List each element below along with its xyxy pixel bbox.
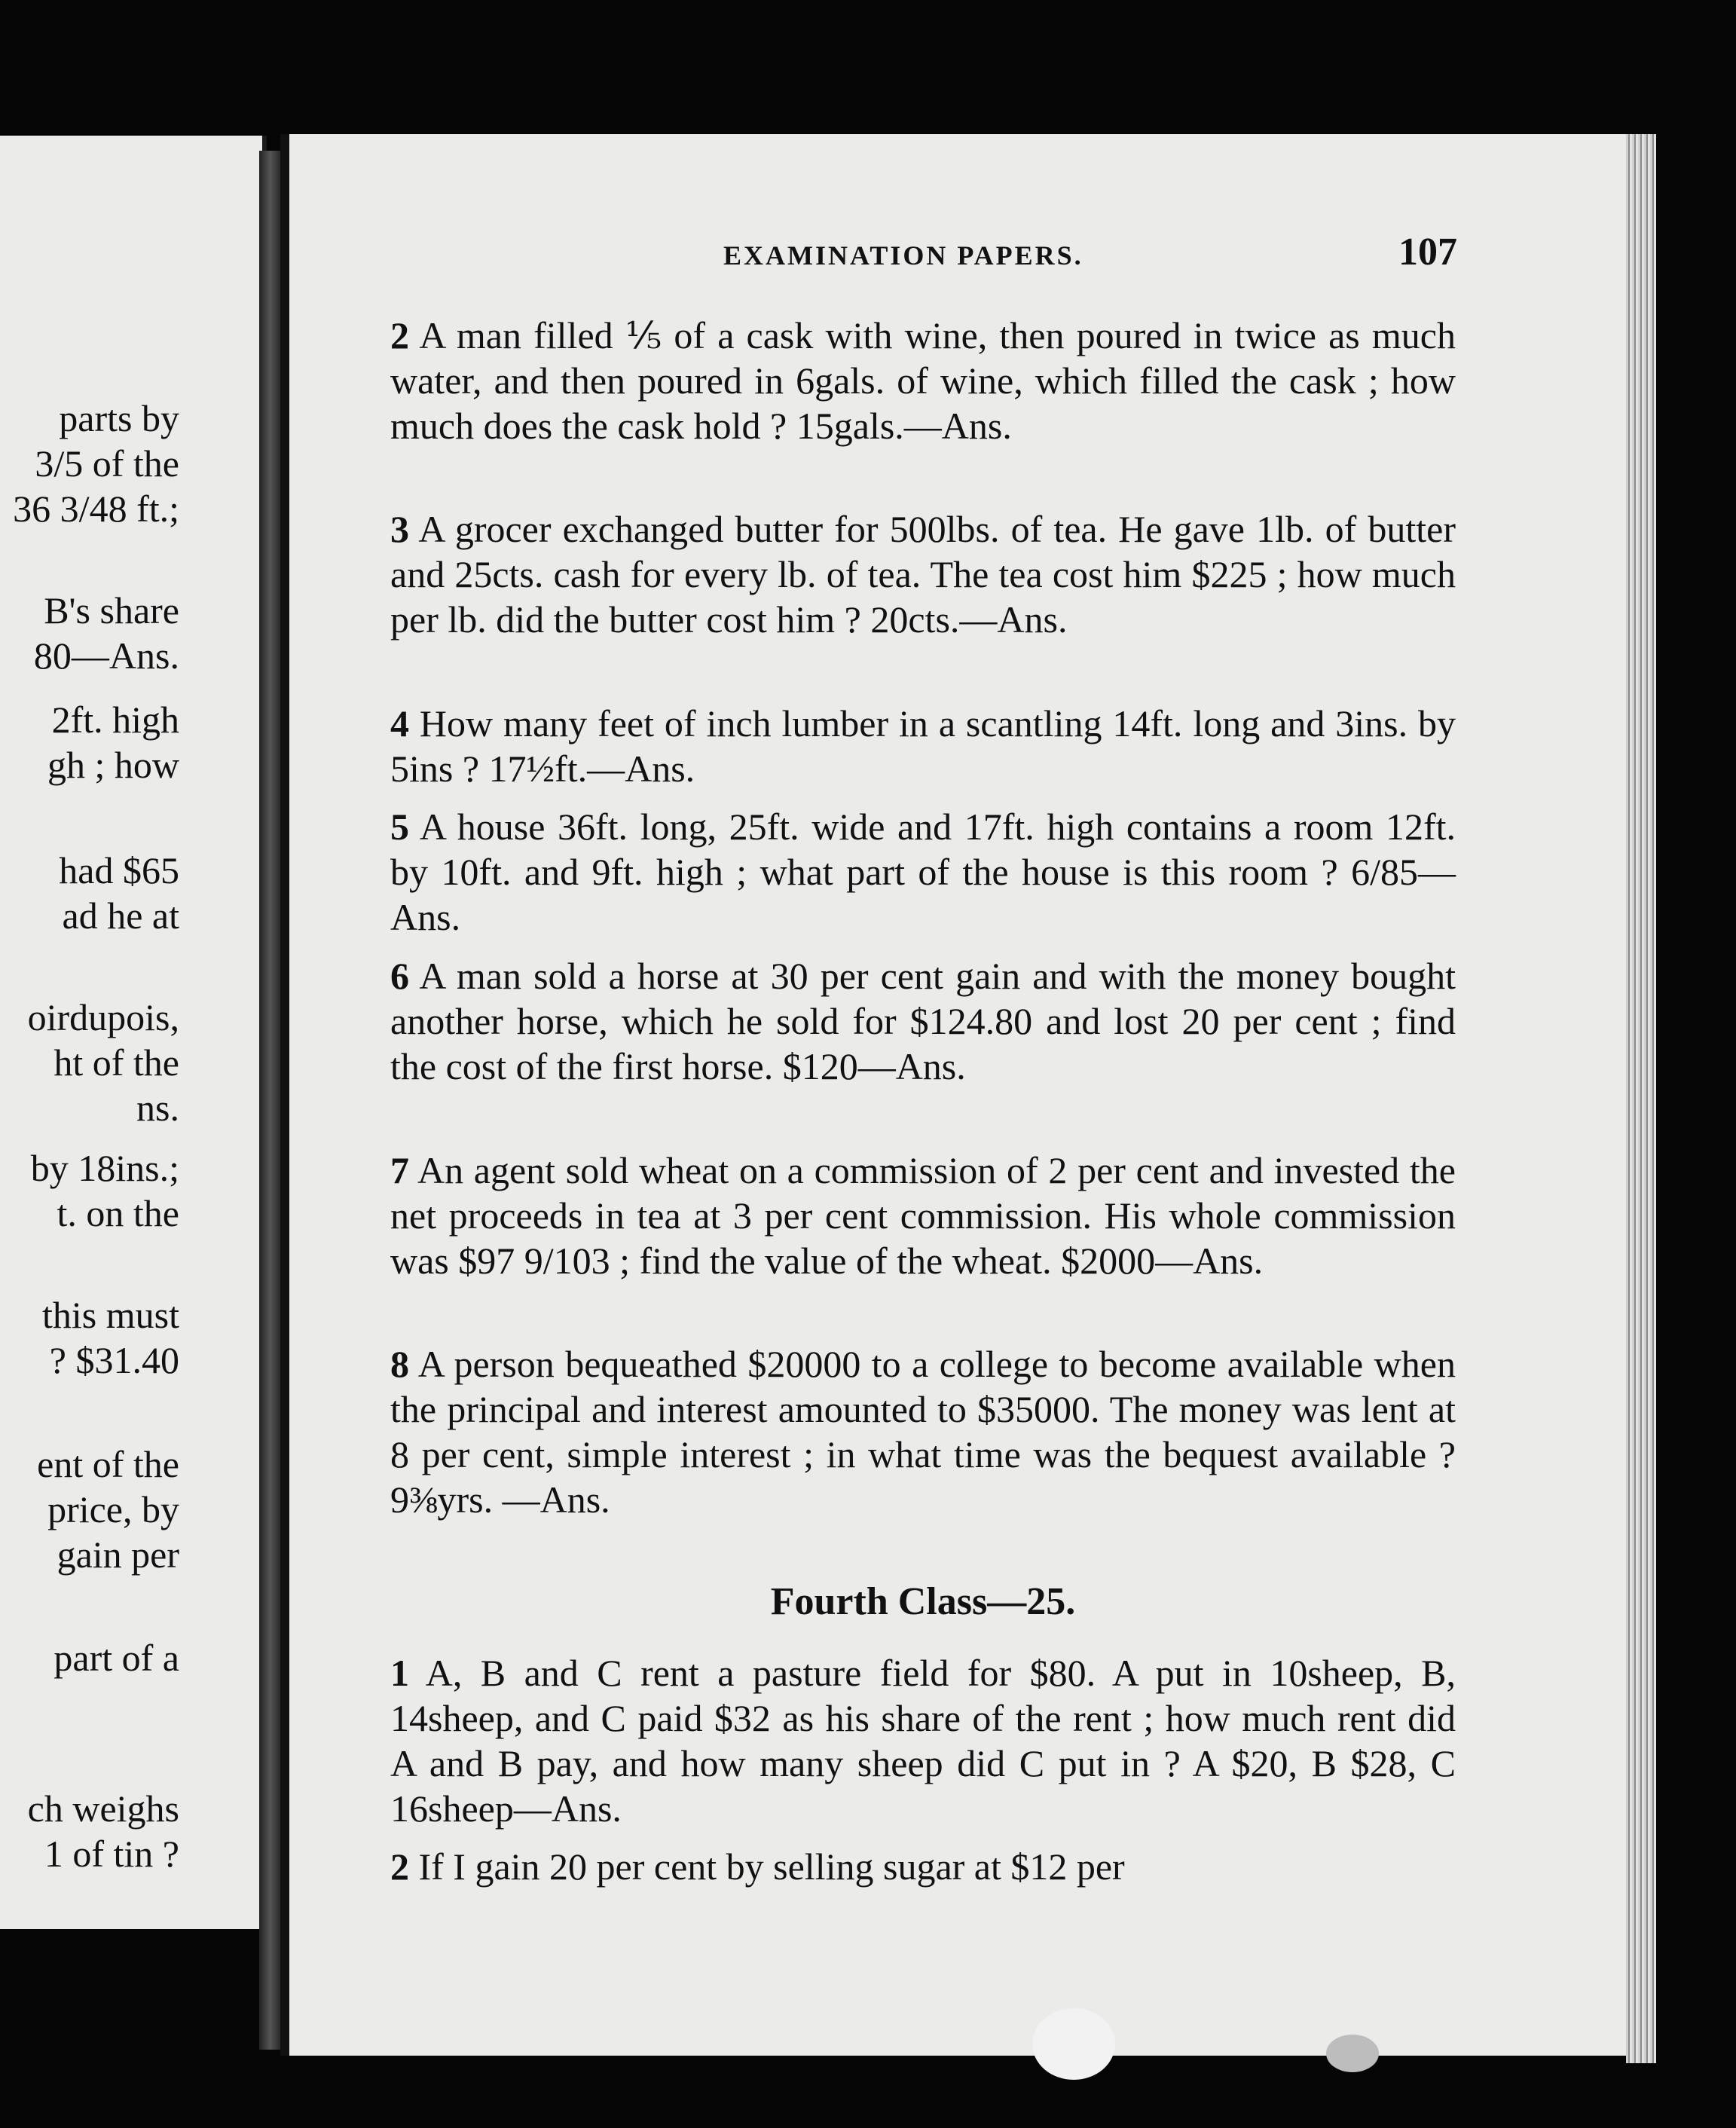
problem-text: How many feet of inch lumber in a scantling 14ft. long and 3ins. by 5ins ? 17½ft.—Ans. (390, 702, 1456, 790)
left-line: ch weighs (27, 1787, 179, 1830)
left-line: by 18ins.; (30, 1147, 179, 1189)
section-problem-2 (390, 1844, 1456, 1889)
problem-number: 5 (390, 806, 409, 848)
problem-7 (390, 1148, 1456, 1283)
left-line: this must (42, 1294, 179, 1336)
problem-text: If I gain 20 per cent by selling sugar at $12 per (418, 1845, 1125, 1888)
left-line: had $65 (59, 849, 179, 891)
left-line: oirdupois, (27, 996, 179, 1038)
left-line: gh ; how (47, 744, 179, 786)
problem-number: 2 (390, 314, 409, 356)
left-line: part of a (53, 1637, 179, 1679)
left-line: 1 of tin ? (44, 1833, 179, 1875)
left-line: parts by (59, 397, 179, 439)
problem-number: 3 (390, 508, 409, 550)
problem-6 (390, 953, 1456, 1089)
problem-2 (390, 313, 1456, 448)
paper-damage-spot (1032, 2008, 1115, 2080)
left-line: 80—Ans. (33, 634, 179, 677)
problem-text: A, B and C rent a pasture field for $80. A put in 10sheep, B, 14sheep, and C paid $32 as his share of the rent ; how much rent did A and B pay, and how many sheep did C put in ? A $20, B $28, C 16sheep—Ans. (390, 1652, 1456, 1830)
left-line: price, by (47, 1488, 179, 1530)
left-line: B's share (44, 589, 179, 631)
problem-number: 8 (390, 1343, 409, 1385)
left-line: t. on the (57, 1192, 179, 1234)
left-line: 2ft. high (51, 699, 179, 741)
problem-number: 2 (390, 1845, 409, 1888)
problem-text: A man filled ⅕ of a cask with wine, then poured in twice as much water, and then poured in 6gals. of wine, which filled the cask ; how much does the cask hold ? 15gals.—Ans. (390, 314, 1456, 447)
problem-number: 6 (390, 955, 409, 997)
section-heading: Fourth Class—25. (770, 1580, 1076, 1623)
problem-number: 7 (390, 1149, 409, 1191)
left-line: ent of the (37, 1443, 179, 1485)
problem-5 (390, 804, 1456, 940)
problem-text: An agent sold wheat on a commission of 2 per cent and invested the net proceeds in tea at 3 per cent commission. His whole commission was $97 9/103 ; find the value of the wheat. $2000—Ans. (390, 1149, 1456, 1282)
section-problem-1 (390, 1650, 1456, 1831)
left-line: 3/5 of the (35, 442, 179, 485)
problem-4 (390, 701, 1456, 791)
running-head: EXAMINATION PAPERS. (723, 240, 1083, 271)
left-line: ad he at (62, 894, 179, 937)
left-page (0, 136, 267, 1929)
problem-3 (390, 506, 1456, 642)
paper-damage-spot (1326, 2035, 1379, 2072)
left-line: ns. (136, 1087, 179, 1129)
left-line: gain per (57, 1533, 179, 1576)
problem-8 (390, 1341, 1456, 1522)
page-number: 107 (1398, 231, 1457, 274)
problem-number: 4 (390, 702, 409, 744)
problem-text: A house 36ft. long, 25ft. wide and 17ft. high contains a room 12ft. by 10ft. and 9ft. high ; what part of the house is this room ? 6/85—Ans. (390, 806, 1456, 938)
problem-text: A man sold a horse at 30 per cent gain and with the money bought another horse, which he sold for $124.80 and lost 20 per cent ; find the cost of the first horse. $120—Ans. (390, 955, 1456, 1087)
page-edges (1626, 134, 1656, 2063)
left-line: 36 3/48 ft.; (13, 488, 179, 530)
problem-text: A grocer exchanged butter for 500lbs. of tea. He gave 1lb. of butter and 25cts. cash for every lb. of tea. The tea cost him $225 ; how much per lb. did the butter cost him ? 20cts.—Ans. (390, 508, 1456, 641)
problem-text: A person bequeathed $20000 to a college to become available when the principal and interest amounted to $35000. The money was lent at 8 per cent, simple interest ; in what time was the bequest available ? 9⅜yrs. —Ans. (390, 1343, 1456, 1521)
left-line: ? $31.40 (49, 1339, 179, 1381)
left-line: ht of the (53, 1041, 179, 1084)
problem-number: 1 (390, 1652, 409, 1694)
